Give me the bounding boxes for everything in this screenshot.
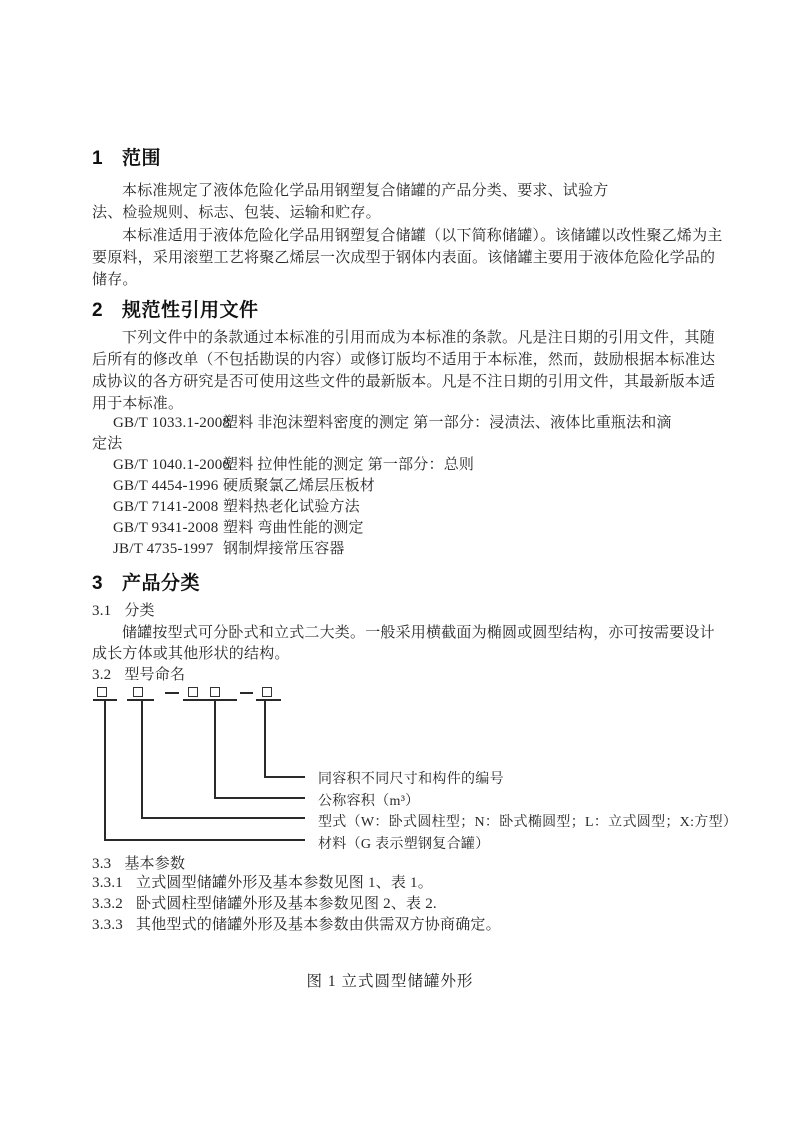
clause-text: 其他型式的储罐外形及基本参数由供需双方协商确定。 bbox=[136, 917, 501, 933]
section-2-number: 2 bbox=[92, 300, 104, 321]
reference-row bbox=[92, 518, 672, 539]
leader-line bbox=[141, 701, 143, 819]
section-1-paragraph-2 bbox=[92, 225, 723, 291]
text-line: 本标准规定了液体危险化学品用钢塑复合储罐的产品分类、要求、试验方 bbox=[122, 183, 609, 199]
reference-row bbox=[92, 476, 672, 497]
section-1-title: 范围 bbox=[122, 148, 162, 169]
clause-line bbox=[92, 915, 501, 936]
text-line: 用于本标准。 bbox=[92, 396, 184, 412]
reference-title: 塑料 弯曲性能的测定 bbox=[223, 520, 364, 536]
section-3-heading bbox=[92, 568, 200, 595]
leader-line bbox=[104, 701, 106, 841]
leader-line bbox=[104, 839, 305, 841]
diagram-label-volume: 公称容积（m³） bbox=[318, 794, 420, 809]
reference-code: GB/T 7141-2008 bbox=[113, 499, 219, 515]
text-line: 成长方体或其他形状的结构。 bbox=[92, 646, 290, 662]
hyphen-separator bbox=[240, 692, 253, 694]
reference-title: 钢制焊接常压容器 bbox=[223, 541, 345, 557]
model-code-box-type bbox=[133, 687, 143, 697]
text-line: 下列文件中的条款通过本标准的引用而成为本标准的条款。凡是注日期的引用文件，其随 bbox=[122, 330, 715, 346]
text-line: 储存。 bbox=[92, 272, 138, 288]
clause-number: 3.3.1 bbox=[92, 875, 123, 891]
subsection-title: 型号命名 bbox=[124, 667, 186, 683]
section-2-title: 规范性引用文件 bbox=[122, 300, 259, 321]
reference-code: GB/T 1040.1-2006 bbox=[113, 457, 231, 473]
subsection-number: 3.1 bbox=[92, 603, 112, 619]
subsection-3-1-paragraph bbox=[92, 623, 715, 665]
subsection-3-1-heading bbox=[92, 600, 155, 622]
reference-row bbox=[92, 413, 672, 434]
clause-number: 3.3.3 bbox=[92, 917, 123, 933]
subsection-3-3-items bbox=[92, 873, 501, 936]
reference-row bbox=[92, 539, 672, 560]
reference-title: 硬质聚氯乙烯层压板材 bbox=[223, 478, 376, 494]
clause-line bbox=[92, 873, 501, 894]
text-line: 法、检验规则、标志、包装、运输和贮存。 bbox=[92, 205, 381, 221]
model-code-box-volume-1 bbox=[188, 687, 198, 697]
reference-code: GB/T 9341-2008 bbox=[113, 520, 219, 536]
reference-code: GB/T 4454-1996 bbox=[113, 478, 219, 494]
reference-row bbox=[92, 497, 672, 518]
reference-continuation: 定法 bbox=[92, 436, 123, 452]
subsection-3-3-heading bbox=[92, 853, 185, 875]
leader-line bbox=[141, 817, 305, 819]
section-2-paragraph-1 bbox=[92, 327, 715, 415]
hyphen-separator bbox=[165, 692, 179, 694]
model-code-box-serial bbox=[262, 687, 272, 697]
model-designation-diagram bbox=[0, 680, 800, 860]
text-line: 后所有的修改单（不包括勘误的内容）或修订版均不适用于本标准，然而，鼓励根据本标准达 bbox=[92, 352, 716, 368]
reference-title: 塑料 非泡沫塑料密度的测定 第一部分：浸渍法、液体比重瓶法和滴 bbox=[223, 415, 672, 431]
leader-line bbox=[264, 776, 305, 778]
section-2-heading bbox=[92, 295, 259, 322]
leader-line bbox=[264, 701, 266, 778]
diagram-label-material: 材料（G 表示塑钢复合罐） bbox=[318, 837, 490, 852]
section-1-number: 1 bbox=[92, 148, 104, 169]
underline bbox=[183, 699, 237, 701]
diagram-label-serial: 同容积不同尺寸和构件的编号 bbox=[318, 772, 504, 787]
clause-line bbox=[92, 894, 501, 915]
reference-row bbox=[92, 455, 672, 476]
section-3-title: 产品分类 bbox=[122, 573, 201, 594]
leader-line bbox=[214, 797, 305, 799]
clause-text: 立式圆型储罐外形及基本参数见图 1、表 1。 bbox=[136, 875, 433, 891]
text-line: 要原料，采用滚塑工艺将聚乙烯层一次成型于钢体内表面。该储罐主要用于液体危险化学品的 bbox=[92, 250, 716, 266]
reference-title: 塑料热老化试验方法 bbox=[223, 499, 360, 515]
underline bbox=[256, 699, 281, 701]
subsection-title: 分类 bbox=[124, 603, 155, 619]
figure-1-caption: 图 1 立式圆型储罐外形 bbox=[306, 973, 474, 990]
leader-line bbox=[214, 701, 216, 799]
clause-text: 卧式圆柱型储罐外形及基本参数见图 2、表 2. bbox=[136, 896, 437, 912]
clause-number: 3.3.2 bbox=[92, 896, 123, 912]
subsection-number: 3.3 bbox=[92, 856, 112, 872]
text-line: 本标准适用于液体危险化学品用钢塑复合储罐（以下简称储罐）。该储罐以改性聚乙烯为主 bbox=[122, 228, 723, 244]
normative-references-list bbox=[92, 413, 672, 560]
model-code-box-material bbox=[97, 687, 107, 697]
reference-code: JB/T 4735-1997 bbox=[113, 541, 214, 557]
text-line: 储罐按型式可分卧式和立式二大类。一般采用横截面为椭圆或圆型结构，亦可按需要设计 bbox=[122, 625, 715, 641]
reference-code: GB/T 1033.1-2008 bbox=[113, 415, 231, 431]
model-code-box-volume-2 bbox=[210, 687, 220, 697]
subsection-number: 3.2 bbox=[92, 667, 112, 683]
text-line: 成协议的各方研究是否可使用这些文件的最新版本。凡是不注日期的引用文件，其最新版本适 bbox=[92, 374, 716, 390]
reference-title: 塑料 拉伸性能的测定 第一部分：总则 bbox=[223, 457, 475, 473]
diagram-label-type: 型式（W：卧式圆柱型；N：卧式椭圆型；L：立式圆型；X:方型） bbox=[318, 815, 738, 830]
section-1-heading bbox=[92, 143, 161, 170]
subsection-title: 基本参数 bbox=[124, 856, 186, 872]
section-3-number: 3 bbox=[92, 573, 104, 594]
section-1-paragraph-1 bbox=[92, 180, 608, 224]
